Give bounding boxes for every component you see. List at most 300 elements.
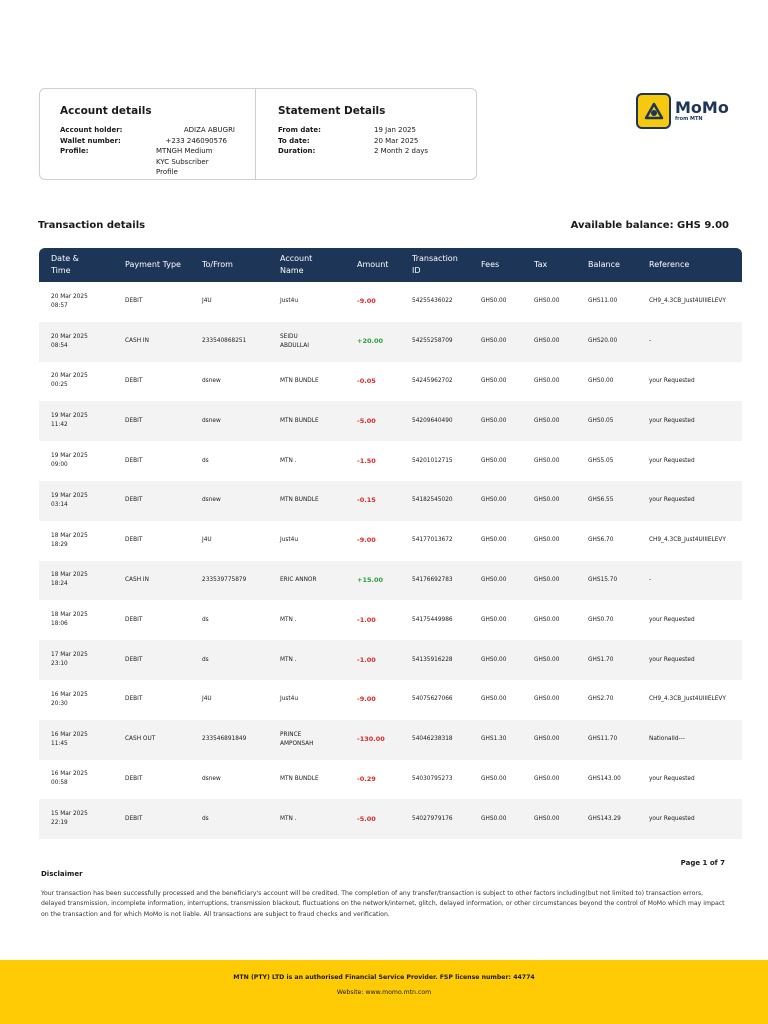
fees-cell — [477, 401, 530, 441]
amount-cell — [353, 521, 408, 561]
balance-cell-balance: GHS2.70 — [588, 696, 614, 703]
table-row — [39, 799, 742, 839]
reference-cell — [645, 322, 742, 362]
tofrom-cell — [198, 441, 276, 481]
txid-cell-txid: 54135916228 — [412, 656, 453, 663]
tofrom-cell — [198, 481, 276, 521]
type-cell-type: DEBIT — [125, 298, 143, 305]
tax-cell — [530, 401, 584, 441]
statement-details — [256, 89, 476, 179]
account-name-cell — [276, 640, 353, 680]
date-cell — [39, 561, 121, 601]
date-cell-date: 18 Mar 2025 — [51, 572, 88, 579]
balance-cell — [584, 680, 645, 720]
account-name-cell — [276, 441, 353, 481]
column-header: Tax — [534, 260, 548, 269]
type-cell-type: DEBIT — [125, 775, 143, 782]
to-label: To date: — [278, 136, 310, 145]
type-cell — [121, 481, 198, 521]
date-cell-time: 22:19 — [51, 820, 68, 827]
fees-cell-fees: GHS0.00 — [481, 417, 507, 424]
tax-cell-tax: GHS0.00 — [534, 576, 560, 583]
date-cell — [39, 640, 121, 680]
type-cell — [121, 322, 198, 362]
tax-cell-tax: GHS0.00 — [534, 298, 560, 305]
fees-cell-fees: GHS0.00 — [481, 775, 507, 782]
account-name-cell — [276, 680, 353, 720]
txid-cell — [408, 561, 477, 601]
amount-cell-amount: -5.00 — [357, 814, 376, 823]
date-cell — [39, 799, 121, 839]
table-row — [39, 640, 742, 680]
account-name-cell — [276, 521, 353, 561]
tofrom-cell — [198, 282, 276, 322]
account-name-cell — [276, 282, 353, 322]
balance-cell-balance: GHS11.70 — [588, 736, 618, 743]
fees-cell-fees: GHS1.30 — [481, 736, 507, 743]
date-cell — [39, 521, 121, 561]
tax-cell-tax: GHS0.00 — [534, 457, 560, 464]
txid-cell-txid: 54255436022 — [412, 298, 453, 305]
fees-cell-fees: GHS0.00 — [481, 497, 507, 504]
balance-cell — [584, 720, 645, 760]
type-cell-type: DEBIT — [125, 417, 143, 424]
date-cell-time: 00:25 — [51, 382, 68, 389]
tax-cell-tax: GHS0.00 — [534, 736, 560, 743]
type-cell — [121, 561, 198, 601]
date-cell-time: 23:10 — [51, 661, 68, 668]
holder-value: ADIZA ABUGRI — [183, 126, 235, 134]
reference-cell-ref: your Requested — [649, 775, 695, 782]
type-cell-type: DEBIT — [125, 656, 143, 663]
column-header: Fees — [481, 260, 500, 269]
account-name-cell-name1: Just4u — [280, 537, 299, 544]
date-cell-date: 20 Mar 2025 — [51, 373, 88, 380]
type-cell-type: DEBIT — [125, 497, 143, 504]
account-name-cell — [276, 799, 353, 839]
date-cell-date: 15 Mar 2025 — [51, 811, 88, 818]
fees-cell-fees: GHS0.00 — [481, 616, 507, 623]
account-name-cell — [276, 720, 353, 760]
fees-cell-fees: GHS0.00 — [481, 457, 507, 464]
amount-cell — [353, 481, 408, 521]
amount-cell-amount: -1.50 — [357, 456, 376, 465]
fees-cell — [477, 799, 530, 839]
table-row — [39, 720, 742, 760]
tax-cell — [530, 322, 584, 362]
table-row — [39, 282, 742, 322]
txid-cell — [408, 521, 477, 561]
account-name-cell-name1: MTN . — [280, 815, 297, 822]
reference-cell — [645, 760, 742, 800]
tofrom-cell — [198, 680, 276, 720]
txid-cell-txid: 54255258709 — [412, 338, 453, 345]
footer — [0, 960, 768, 1024]
date-cell-time: 20:30 — [51, 700, 68, 707]
txid-cell — [408, 640, 477, 680]
statement-details-title: Statement Details — [278, 105, 386, 117]
type-cell-type: DEBIT — [125, 457, 143, 464]
type-cell — [121, 362, 198, 402]
table-row — [39, 322, 742, 362]
amount-cell — [353, 282, 408, 322]
date-cell — [39, 441, 121, 481]
tofrom-cell — [198, 521, 276, 561]
date-cell — [39, 600, 121, 640]
account-name-cell-name2: ABDULLAI — [280, 342, 309, 349]
account-name-cell-name1: MTN BUNDLE — [280, 377, 319, 384]
account-name-cell — [276, 760, 353, 800]
tofrom-cell — [198, 322, 276, 362]
type-cell — [121, 680, 198, 720]
tofrom-cell-tofrom: dsnew — [202, 775, 221, 782]
type-cell — [121, 282, 198, 322]
amount-cell-amount: -9.00 — [357, 536, 376, 545]
reference-cell-ref: CH9_4.3CB_Just4UIIIELEVY — [649, 696, 726, 703]
profile-value-3: Profile — [156, 168, 178, 176]
reference-cell — [645, 561, 742, 601]
account-name-cell — [276, 600, 353, 640]
account-name-cell-name1: PRINCE — [280, 731, 302, 738]
balance-cell-balance: GHS20.00 — [588, 338, 618, 345]
tax-cell — [530, 640, 584, 680]
tax-cell-tax: GHS0.00 — [534, 377, 560, 384]
table-row — [39, 561, 742, 601]
account-name-cell — [276, 401, 353, 441]
tofrom-cell-tofrom: J4U — [202, 696, 212, 703]
type-cell-type: DEBIT — [125, 537, 143, 544]
from-label: From date: — [278, 126, 321, 134]
reference-cell — [645, 600, 742, 640]
fees-cell — [477, 362, 530, 402]
account-name-cell-name1: MTN BUNDLE — [280, 775, 319, 782]
account-name-cell-name1: SEIDU — [280, 333, 298, 340]
tofrom-cell — [198, 401, 276, 441]
tofrom-cell-tofrom: J4U — [202, 298, 212, 305]
amount-cell-amount: -0.05 — [357, 376, 376, 385]
amount-cell-amount: -9.00 — [357, 297, 376, 306]
date-cell — [39, 282, 121, 322]
amount-cell-amount: -0.29 — [357, 774, 376, 783]
type-cell — [121, 521, 198, 561]
type-cell — [121, 600, 198, 640]
amount-cell-amount: -0.15 — [357, 496, 376, 505]
tofrom-cell-tofrom: dsnew — [202, 497, 221, 504]
tofrom-cell-tofrom: J4U — [202, 537, 212, 544]
tofrom-cell-tofrom: ds — [202, 656, 209, 663]
date-cell-date: 20 Mar 2025 — [51, 333, 88, 340]
table-row — [39, 521, 742, 561]
fees-cell-fees: GHS0.00 — [481, 576, 507, 583]
fees-cell — [477, 282, 530, 322]
tax-cell — [530, 799, 584, 839]
tax-cell-tax: GHS0.00 — [534, 537, 560, 544]
balance-cell-balance: GHS0.00 — [588, 377, 614, 384]
reference-cell — [645, 521, 742, 561]
txid-cell-txid: 54027979176 — [412, 815, 453, 822]
transactions-table — [39, 248, 742, 839]
date-cell — [39, 680, 121, 720]
tax-cell — [530, 720, 584, 760]
account-name-cell-name1: Just4u — [280, 298, 299, 305]
balance-cell-balance: GHS143.00 — [588, 775, 621, 782]
balance-cell-balance: GHS5.05 — [588, 457, 614, 464]
amount-cell — [353, 600, 408, 640]
balance-cell — [584, 600, 645, 640]
holder-label: Account holder: — [60, 126, 123, 134]
type-cell-type: DEBIT — [125, 815, 143, 822]
type-cell — [121, 640, 198, 680]
txid-cell-txid: 54075627066 — [412, 696, 453, 703]
amount-cell — [353, 441, 408, 481]
column-header: Payment Type — [125, 260, 181, 269]
reference-cell — [645, 640, 742, 680]
info-card — [39, 88, 477, 180]
tofrom-cell — [198, 799, 276, 839]
account-details-title: Account details — [60, 105, 152, 117]
tofrom-cell-tofrom: ds — [202, 616, 209, 623]
column-header: To/From — [202, 260, 233, 269]
balance-cell — [584, 760, 645, 800]
duration-value: 2 Month 2 days — [374, 147, 429, 155]
amount-cell — [353, 322, 408, 362]
reference-cell — [645, 720, 742, 760]
type-cell-type: DEBIT — [125, 377, 143, 384]
fees-cell — [477, 521, 530, 561]
balance-cell — [584, 521, 645, 561]
table-row — [39, 401, 742, 441]
column-header: Transaction ID — [412, 254, 458, 275]
tax-cell-tax: GHS0.00 — [534, 616, 560, 623]
fees-cell-fees: GHS0.00 — [481, 537, 507, 544]
txid-cell-txid: 54177013672 — [412, 537, 453, 544]
txid-cell-txid: 54245962702 — [412, 377, 453, 384]
fees-cell-fees: GHS0.00 — [481, 696, 507, 703]
amount-cell — [353, 401, 408, 441]
profile-value-1: MTNGH Medium — [156, 147, 213, 155]
date-cell — [39, 401, 121, 441]
balance-cell-balance: GHS0.70 — [588, 616, 614, 623]
account-name-cell — [276, 481, 353, 521]
txid-cell — [408, 362, 477, 402]
date-cell-date: 16 Mar 2025 — [51, 771, 88, 778]
account-name-cell — [276, 362, 353, 402]
fees-cell-fees: GHS0.00 — [481, 298, 507, 305]
amount-cell — [353, 362, 408, 402]
fees-cell — [477, 760, 530, 800]
table-header — [39, 248, 742, 282]
type-cell-type: CASH IN — [125, 576, 149, 583]
tax-cell-tax: GHS0.00 — [534, 775, 560, 782]
type-cell — [121, 441, 198, 481]
column-header: Account Name — [280, 254, 313, 275]
date-cell — [39, 481, 121, 521]
date-cell-time: 09:00 — [51, 462, 68, 469]
tofrom-cell-tofrom: 233539775879 — [202, 576, 247, 583]
txid-cell-txid: 54046238318 — [412, 736, 453, 743]
account-name-cell-name1: ERIC ANNOR — [280, 576, 317, 583]
txid-cell-txid: 54209640490 — [412, 417, 453, 424]
txid-cell — [408, 600, 477, 640]
tax-cell — [530, 362, 584, 402]
tofrom-cell-tofrom: ds — [202, 815, 209, 822]
txid-cell — [408, 720, 477, 760]
account-name-cell-name1: Just4u — [280, 696, 299, 703]
balance-cell — [584, 362, 645, 402]
txid-cell-txid: 54175449986 — [412, 616, 453, 623]
fees-cell — [477, 720, 530, 760]
amount-cell — [353, 640, 408, 680]
tofrom-cell — [198, 760, 276, 800]
account-name-cell-name1: MTN . — [280, 656, 297, 663]
account-name-cell-name1: MTN BUNDLE — [280, 417, 319, 424]
balance-cell — [584, 322, 645, 362]
amount-cell-amount: +20.00 — [357, 337, 384, 346]
date-cell-date: 16 Mar 2025 — [51, 731, 88, 738]
reference-cell — [645, 481, 742, 521]
date-cell — [39, 362, 121, 402]
fees-cell — [477, 600, 530, 640]
logo-sub: from MTN — [675, 116, 703, 122]
balance-cell — [584, 640, 645, 680]
balance-cell — [584, 799, 645, 839]
date-cell-time: 08:54 — [51, 342, 68, 349]
amount-cell-amount: -5.00 — [357, 416, 376, 425]
fees-cell-fees: GHS0.00 — [481, 815, 507, 822]
fees-cell — [477, 441, 530, 481]
tax-cell-tax: GHS0.00 — [534, 696, 560, 703]
balance-cell — [584, 282, 645, 322]
amount-cell — [353, 799, 408, 839]
balance-cell-balance: GHS15.70 — [588, 576, 618, 583]
balance-cell-balance: GHS143.29 — [588, 815, 621, 822]
reference-cell-ref: NationalId--- — [649, 736, 685, 743]
tax-cell-tax: GHS0.00 — [534, 656, 560, 663]
date-cell-time: 11:45 — [51, 740, 68, 747]
tax-cell — [530, 282, 584, 322]
profile-value-2: KYC Subscriber — [156, 157, 209, 166]
profile-label: Profile: — [60, 147, 89, 155]
reference-cell-ref: - — [649, 576, 652, 583]
reference-cell — [645, 441, 742, 481]
txid-cell — [408, 322, 477, 362]
txid-cell — [408, 282, 477, 322]
txid-cell-txid: 54201012715 — [412, 457, 453, 464]
balance-cell-balance: GHS6.55 — [588, 497, 614, 504]
date-cell-time: 18:06 — [51, 621, 68, 628]
date-cell-date: 19 Mar 2025 — [51, 453, 88, 460]
tax-cell — [530, 760, 584, 800]
amount-cell-amount: -1.00 — [357, 615, 376, 624]
amount-cell-amount: +15.00 — [357, 575, 384, 584]
date-cell-time: 18:24 — [51, 581, 68, 588]
date-cell-date: 19 Mar 2025 — [51, 492, 88, 499]
tax-cell — [530, 561, 584, 601]
reference-cell-ref: your Requested — [649, 377, 695, 384]
type-cell — [121, 760, 198, 800]
table-row — [39, 481, 742, 521]
reference-cell-ref: your Requested — [649, 457, 695, 464]
fees-cell-fees: GHS0.00 — [481, 656, 507, 663]
footer-website[interactable]: Website: www.momo.mtn.com — [336, 989, 432, 996]
txid-cell — [408, 441, 477, 481]
balance-cell-balance: GHS1.70 — [588, 656, 614, 663]
amount-cell — [353, 760, 408, 800]
tax-cell-tax: GHS0.00 — [534, 417, 560, 424]
tax-cell — [530, 680, 584, 720]
fees-cell-fees: GHS0.00 — [481, 377, 507, 384]
tofrom-cell — [198, 362, 276, 402]
transactions-title: Transaction details — [38, 220, 146, 231]
tax-cell — [530, 441, 584, 481]
reference-cell — [645, 282, 742, 322]
date-cell-date: 18 Mar 2025 — [51, 532, 88, 539]
tofrom-cell-tofrom: 233540868251 — [202, 338, 247, 345]
balance-cell-balance: GHS11.00 — [588, 298, 618, 305]
txid-cell — [408, 760, 477, 800]
fees-cell — [477, 640, 530, 680]
tofrom-cell-tofrom: dsnew — [202, 377, 221, 384]
column-header: Balance — [588, 260, 620, 269]
fees-cell — [477, 561, 530, 601]
tofrom-cell — [198, 720, 276, 760]
date-cell-time: 18:29 — [51, 541, 68, 548]
type-cell-type: CASH OUT — [125, 736, 156, 743]
type-cell-type: CASH IN — [125, 338, 149, 345]
date-cell-time: 00:58 — [51, 780, 68, 787]
balance-cell-balance: GHS0.05 — [588, 417, 614, 424]
type-cell-type: DEBIT — [125, 616, 143, 623]
fees-cell — [477, 680, 530, 720]
reference-cell-ref: your Requested — [649, 417, 695, 424]
balance-cell — [584, 401, 645, 441]
column-header: Amount — [357, 260, 389, 269]
available-balance: Available balance: GHS 9.00 — [570, 220, 729, 231]
amount-cell — [353, 680, 408, 720]
amount-cell-amount: -130.00 — [357, 735, 385, 744]
reference-cell-ref: CH9_4.3CB_Just4UIIIELEVY — [649, 537, 726, 544]
tofrom-cell — [198, 561, 276, 601]
duration-label: Duration: — [278, 147, 316, 155]
wallet-label: Wallet number: — [60, 136, 121, 145]
date-cell — [39, 322, 121, 362]
date-cell-time: 03:14 — [51, 501, 68, 508]
txid-cell — [408, 680, 477, 720]
date-cell-date: 19 Mar 2025 — [51, 413, 88, 420]
fees-cell-fees: GHS0.00 — [481, 338, 507, 345]
reference-cell-ref: CH9_4.3CB_Just4UIIIELEVY — [649, 298, 726, 305]
balance-cell — [584, 561, 645, 601]
amount-cell-amount: -1.00 — [357, 655, 376, 664]
txid-cell-txid: 54030795273 — [412, 775, 453, 782]
footer-license: MTN (PTY) LTD is an authorised Financial Service Provider. FSP license number: 44774 — [233, 974, 535, 981]
txid-cell-txid: 54176692783 — [412, 576, 453, 583]
date-cell — [39, 720, 121, 760]
account-name-cell-name2: AMPONSAH — [280, 740, 314, 747]
date-cell-date: 17 Mar 2025 — [51, 652, 88, 659]
to-value: 20 Mar 2025 — [374, 136, 419, 145]
date-cell-date: 20 Mar 2025 — [51, 293, 88, 300]
tax-cell — [530, 521, 584, 561]
txid-cell — [408, 481, 477, 521]
page-number: Page 1 of 7 — [680, 859, 725, 867]
reference-cell-ref: your Requested — [649, 815, 695, 822]
table-row — [39, 362, 742, 402]
amount-cell-amount: -9.00 — [357, 695, 376, 704]
date-cell-time: 08:57 — [51, 302, 68, 309]
balance-cell — [584, 441, 645, 481]
txid-cell — [408, 799, 477, 839]
